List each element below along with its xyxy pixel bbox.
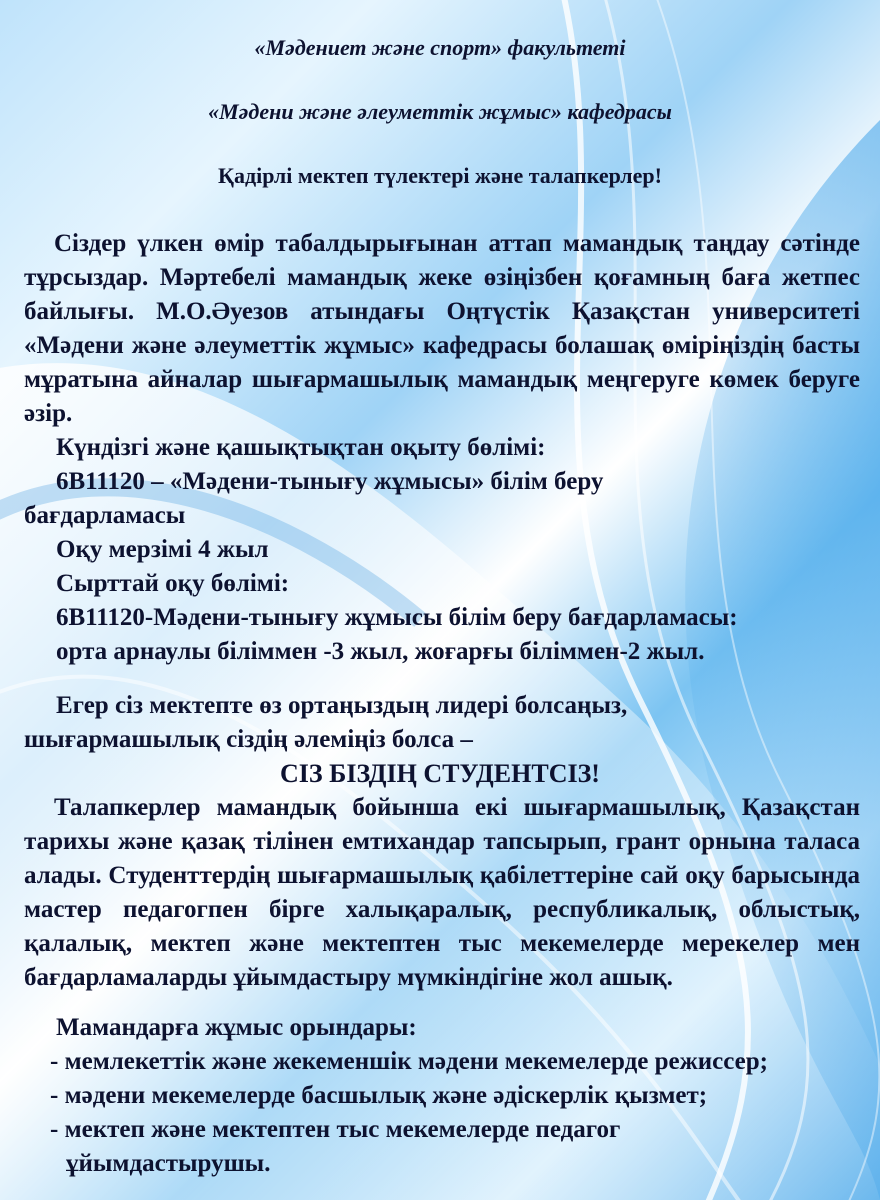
program-line-2: бағдарламасы (24, 502, 186, 529)
admission-paragraph (24, 791, 860, 995)
program-line-1: 6В11120 – «Мәдени-тынығу жұмысы» білім беру (56, 468, 604, 495)
intro-text: Сіздер үлкен өмір табалдырығынан аттап мамандық таңдау сәтінде тұрсыздар. Мәртебелі мамандық жеке өзіңізбен қоғамның баға жетпес байлығы. М.О.Әуезов атындағы Оңтүстік Қазақстан университеті «Мәдени және әлеуметтік жұмыс» кафедрасы болашақ өміріңіздің басты мұратына айналар шығармашылық мамандық меңгеруге көмек беруге әзір. (24, 230, 860, 427)
job-item-3: - мектеп және мектептен тыс мекемелерде педагог (50, 1116, 621, 1143)
appeal-line-2: шығармашылық сіздің әлеміңіз болса – (24, 726, 473, 753)
fulltime-heading: Күндізгі және қашықтықтан оқыту бөлімі: (56, 434, 546, 461)
jobs-heading: Мамандарға жұмыс орындары: (56, 1014, 417, 1041)
slogan: СІЗ БІЗДІҢ СТУДЕНТСІЗ! (280, 759, 600, 788)
job-item-3-continued: ұйымдастырушы. (66, 1150, 271, 1177)
faculty-title: «Мәдениет және спорт» факультеті (254, 35, 626, 60)
study-duration: Оқу мерзімі 4 жыл (56, 536, 269, 563)
greeting-heading: Қадірлі мектеп түлектері және талапкерлер! (218, 163, 662, 188)
extramural-program: 6В11120-Мәдени-тынығу жұмысы білім беру бағдарламасы: (56, 604, 738, 631)
admission-text: Талапкерлер мамандық бойынша екі шығармашылық, Қазақстан тарихы және қазақ тілінен емтихандар тапсырып, грант орнына таласа алады. Студенттердің шығармашылық қабілеттеріне сай оқу барысында мастер педагогпен бірге халықаралық, республикалық, облыстық, қалалық, мектеп және мектептен тыс мекемелерде мерекелер мен бағдарламаларды ұйымдастыру мүмкіндігіне жол ашық. (24, 794, 860, 991)
job-item-2: - мәдени мекемелерде басшылық және әдіскерлік қызмет; (50, 1082, 708, 1109)
appeal-line-1: Егер сіз мектепте өз ортаңыздың лидері болсаңыз, (56, 692, 628, 719)
extramural-heading: Сырттай оқу бөлімі: (56, 570, 290, 597)
job-item-1: - мемлекеттік және жекеменшік мәдени мекемелерде режиссер; (50, 1048, 768, 1075)
department-title: «Мәдени және әлеуметтік жұмыс» кафедрасы (208, 99, 672, 124)
extramural-duration: орта арнаулы біліммен -3 жыл, жоғарғы біліммен-2 жыл. (56, 638, 705, 665)
intro-paragraph (24, 227, 860, 431)
